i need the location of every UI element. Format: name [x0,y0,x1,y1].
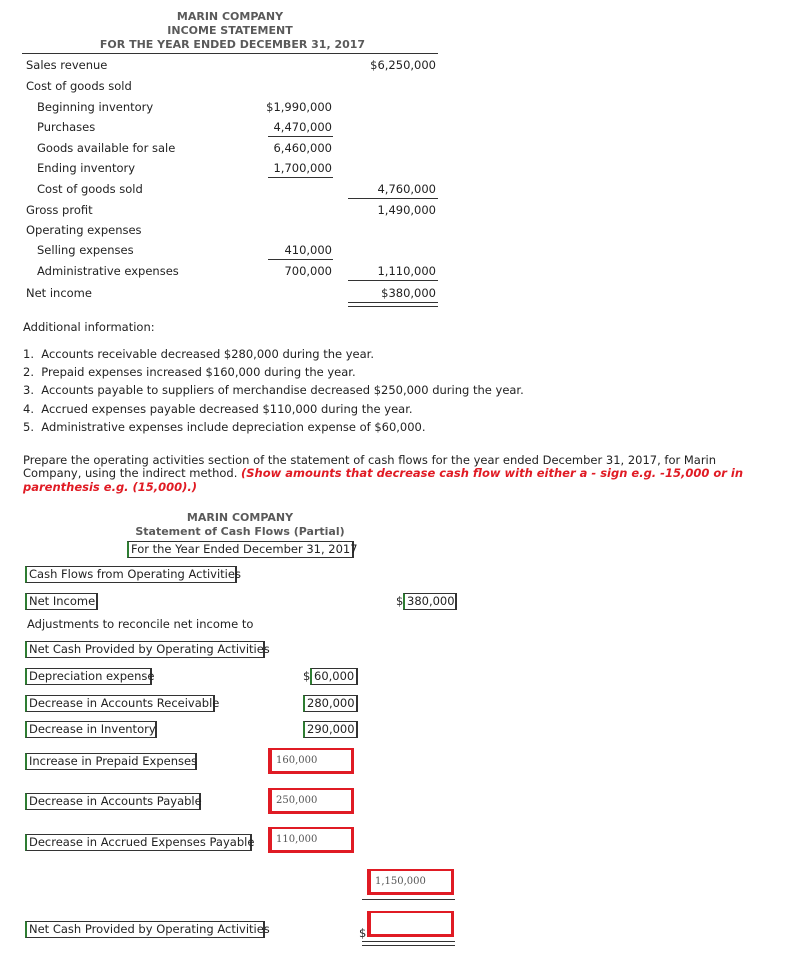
dollar-sign: $ [303,669,311,683]
sales-label: Sales revenue [26,58,108,72]
opex-total: 1,110,000 [377,264,436,278]
purchases-label: Purchases [37,120,96,134]
income-period: FOR THE YEAR ENDED DECEMBER 31, 2017 [99,38,366,51]
end-inv-label: Ending inventory [37,161,136,175]
instructions-line1: Prepare the operating activities section of the statement of cash flows for the year ended December 31, 2017, for Marin [23,453,717,467]
cf-company: MARIN COMPANY [186,511,294,524]
admin-label: Administrative expenses [37,264,179,278]
inventory-select[interactable]: Decrease in Inventory [25,721,157,738]
net-income-input[interactable]: 380,000 [403,593,457,610]
additional-item: 1. Accounts receivable decreased $280,000 during the year. [23,347,374,361]
cogs2-label: Cost of goods sold [37,182,143,196]
adjustments-label: Adjustments to reconcile net income to [27,617,254,631]
dollar-sign: $ [396,594,404,608]
additional-item: 3. Accounts payable to suppliers of merchandise decreased $250,000 during the year. [23,383,524,397]
gafs-value: 6,460,000 [273,141,332,155]
selling-label: Selling expenses [37,243,134,257]
beg-inv-value: $1,990,000 [266,100,332,114]
net-income-label: Net income [26,286,92,300]
beg-inv-label: Beginning inventory [37,100,154,114]
final-net-cash-select[interactable]: Net Cash Provided by Operating Activities [25,921,265,938]
dollar-sign: $ [359,926,367,940]
admin-value: 700,000 [284,264,332,278]
ar-input[interactable]: 280,000 [303,695,358,712]
accrued-select[interactable]: Decrease in Accrued Expenses Payable [25,834,252,851]
total-adjustments-input[interactable]: 1,150,000 [367,869,454,895]
prepaid-input[interactable]: 160,000 [268,748,354,774]
additional-item: 4. Accrued expenses payable decreased $110,000 during the year. [23,402,413,416]
ar-select[interactable]: Decrease in Accounts Receivable [25,695,215,712]
cogs-label: Cost of goods sold [26,79,132,93]
additional-item: 2. Prepaid expenses increased $160,000 during the year. [23,365,356,379]
additional-item: 5. Administrative expenses include depreciation expense of $60,000. [23,420,426,434]
opex-label: Operating expenses [26,223,142,237]
cf-title: Statement of Cash Flows (Partial) [135,525,345,538]
end-inv-value: 1,700,000 [273,161,332,175]
income-statement-title: INCOME STATEMENT [167,24,293,37]
depreciation-input[interactable]: 60,000 [310,668,358,685]
income-company: MARIN COMPANY [176,10,284,23]
additional-heading: Additional information: [23,320,155,334]
ap-input[interactable]: 250,000 [268,788,354,814]
prepaid-select[interactable]: Increase in Prepaid Expenses [25,753,197,770]
sales-value: $6,250,000 [370,58,436,72]
inventory-input[interactable]: 290,000 [303,721,358,738]
section-select[interactable]: Cash Flows from Operating Activities [25,566,237,583]
selling-value: 410,000 [284,243,332,257]
final-net-cash-input[interactable] [367,911,454,937]
instructions-line2: Company, using the indirect method. (Show amounts that decrease cash flow with either a - sign e.g. -15,000 or in [23,466,744,480]
net-income-value: $380,000 [381,286,436,300]
accrued-input[interactable]: 110,000 [268,827,354,853]
depreciation-select[interactable]: Depreciation expense [25,668,152,685]
instructions-line3: parenthesis e.g. (15,000).) [23,480,198,494]
cogs2-value: 4,760,000 [377,182,436,196]
gafs-label: Goods available for sale [37,141,176,155]
net-income-select[interactable]: Net Income [25,593,98,610]
ap-select[interactable]: Decrease in Accounts Payable [25,793,201,810]
gross-value: 1,490,000 [377,203,436,217]
period-select[interactable]: For the Year Ended December 31, 2017 [127,541,354,558]
gross-label: Gross profit [26,203,93,217]
net-cash-select[interactable]: Net Cash Provided by Operating Activities [25,641,265,658]
purchases-value: 4,470,000 [273,120,332,134]
